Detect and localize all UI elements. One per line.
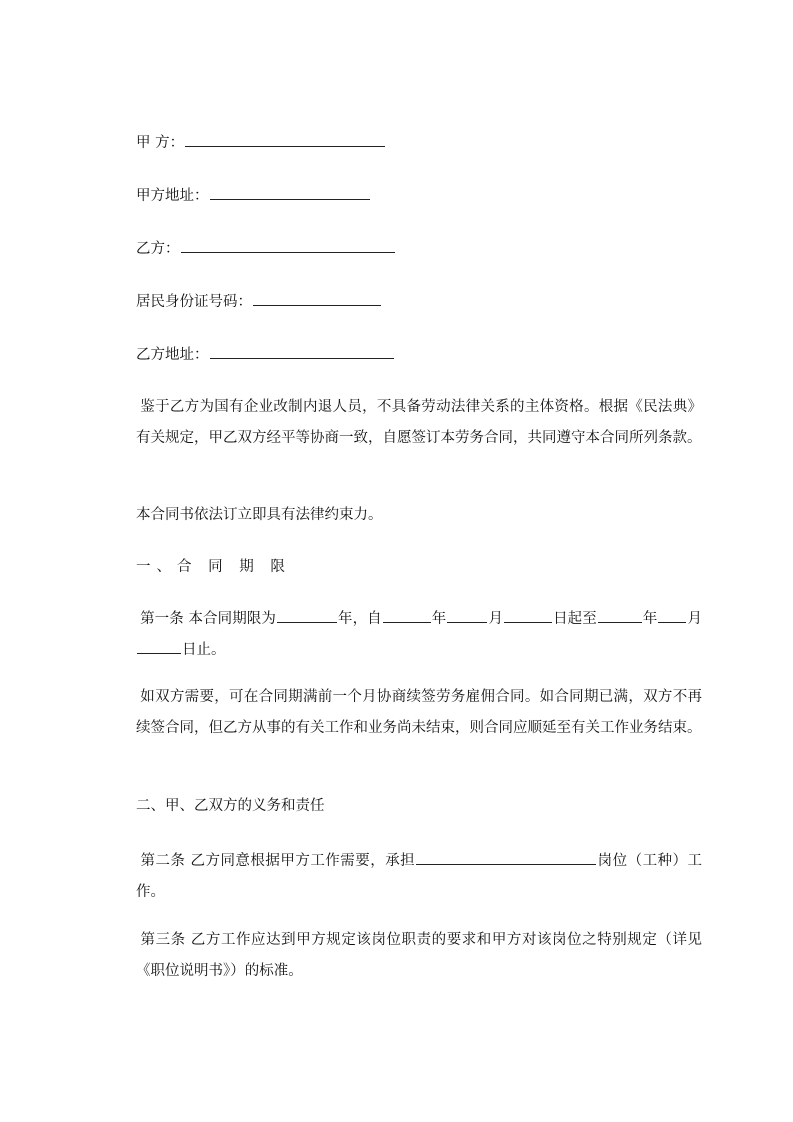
party-b-blank[interactable]	[181, 238, 395, 253]
article-1-year2: 年	[431, 611, 447, 627]
start-day-blank[interactable]	[504, 608, 552, 623]
preamble-paragraph	[136, 392, 702, 454]
party-a-blank[interactable]	[185, 132, 385, 147]
end-year-blank[interactable]	[598, 608, 642, 623]
start-month-blank[interactable]	[447, 608, 487, 623]
term-years-blank[interactable]	[277, 608, 337, 623]
effect-line	[136, 505, 383, 525]
section-2-heading	[136, 796, 325, 816]
party-a-label: 甲 方：	[136, 135, 185, 151]
id-number-blank[interactable]	[253, 291, 381, 306]
preamble-text: 鉴于乙方为国有企业改制内退人员，不具备劳动法律关系的主体资格。根据《民法典》 有关规定，甲乙双方经平等协商一致，自愿签订本劳务合同，共同遵守本合同所列条款。	[136, 399, 702, 446]
article-3-text: 第三条 乙方工作应达到甲方规定该岗位职责的要求和甲方对该岗位之特别规定（详见《职位说明书》）的标准。	[136, 932, 702, 979]
renewal-paragraph	[136, 682, 702, 744]
end-day-blank[interactable]	[137, 639, 181, 654]
id-number-label: 居民身份证号码：	[136, 294, 252, 310]
party-a-address-blank[interactable]	[210, 185, 370, 200]
article-1-end: 日止。	[182, 642, 226, 658]
article-2-paragraph	[136, 846, 702, 908]
article-1-day-until: 日起至	[553, 611, 597, 627]
article-3-paragraph	[136, 925, 702, 987]
article-1-paragraph	[136, 604, 702, 666]
party-b-label: 乙方：	[136, 241, 180, 257]
end-month-blank[interactable]	[658, 608, 686, 623]
article-2-prefix: 第二条 乙方同意根据甲方工作需要，承担	[140, 853, 416, 869]
id-number-line	[136, 291, 382, 312]
party-b-address-line	[136, 344, 395, 365]
party-a-address-line	[136, 185, 371, 206]
section-2-title: 二、甲、乙双方的义务和责任	[136, 798, 325, 814]
party-a-address-label: 甲方地址：	[136, 188, 209, 204]
party-b-address-blank[interactable]	[210, 344, 394, 359]
section-1-title: 一、合 同 期 限	[136, 559, 291, 575]
start-year-blank[interactable]	[383, 608, 431, 623]
article-1-prefix: 第一条 本合同期限为	[140, 611, 276, 627]
article-1-month2: 月	[687, 611, 703, 627]
effect-text: 本合同书依法订立即具有法律约束力。	[136, 507, 383, 523]
article-1-year3: 年	[642, 611, 658, 627]
party-b-line	[136, 238, 396, 259]
section-1-heading	[136, 557, 291, 577]
party-b-address-label: 乙方地址：	[136, 347, 209, 363]
position-blank[interactable]	[416, 850, 596, 865]
party-a-line	[136, 132, 386, 153]
article-1-year-label: 年，自	[337, 611, 382, 627]
article-1-month: 月	[488, 611, 504, 627]
article-2-suffix: 岗位（工种）工作。	[136, 853, 702, 900]
renewal-text: 如双方需要，可在合同期满前一个月协商续签劳务雇佣合同。如合同期已满，双方不再续签合同，但乙方从事的有关工作和业务尚未结束，则合同应顺延至有关工作业务结束。	[136, 689, 702, 736]
